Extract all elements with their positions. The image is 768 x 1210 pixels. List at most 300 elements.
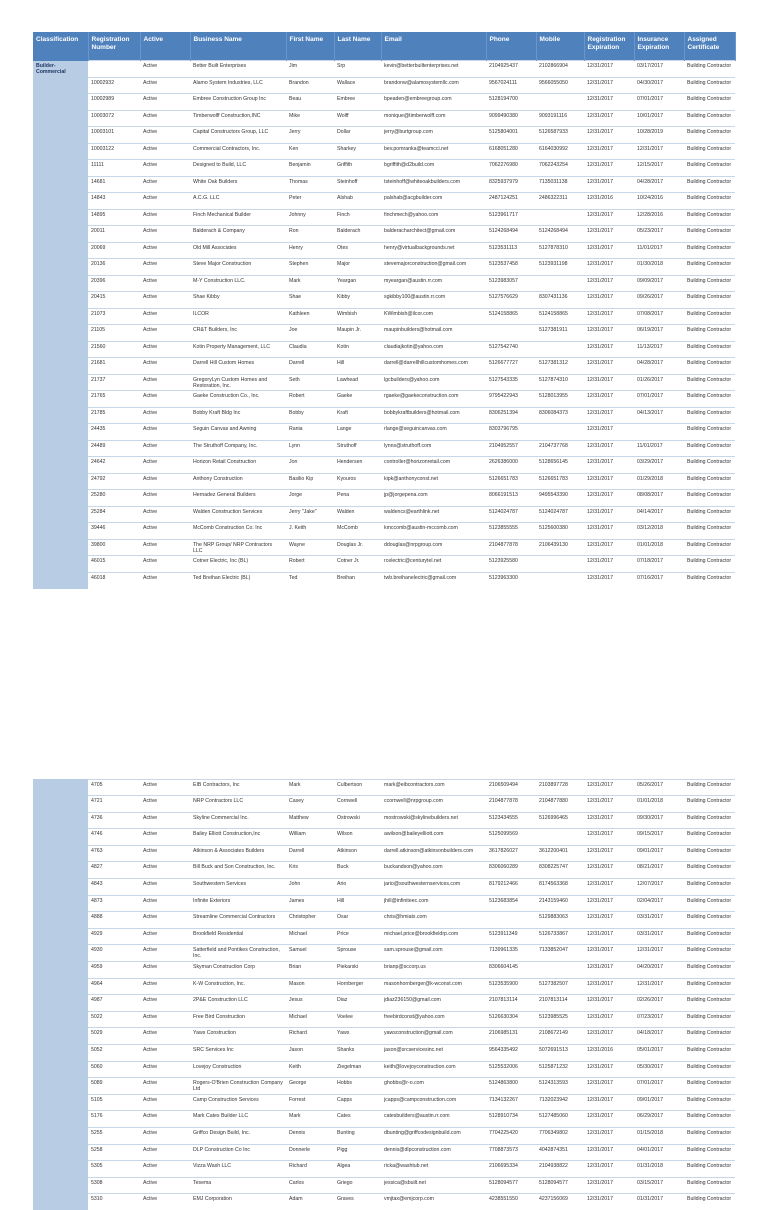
- table-cell: Building Contractor: [684, 539, 735, 556]
- table-cell: lgcbuilders@yahoo.com: [381, 374, 486, 391]
- table-cell: 12/31/2017: [584, 127, 634, 144]
- table-cell: 12/31/2017: [584, 995, 634, 1012]
- table-cell: Building Contractor: [684, 1028, 735, 1045]
- table-cell: 6168051280: [486, 143, 536, 160]
- table-cell: 12/31/2017: [584, 1161, 634, 1178]
- table-cell: 25280: [88, 490, 140, 507]
- table-cell: 03/29/2017: [634, 457, 684, 474]
- table-cell: 9495543390: [536, 490, 584, 507]
- table-cell: Atkinson & Associates Builders: [190, 845, 286, 862]
- table-cell: 8174563368: [536, 879, 584, 896]
- table-row: [33, 995, 735, 1012]
- table-cell: 07/16/2017: [634, 572, 684, 589]
- table-cell: 7708873573: [486, 1144, 536, 1161]
- table-cell: buckandson@yahoo.com: [381, 862, 486, 879]
- table-cell: 11111: [88, 160, 140, 177]
- column-header: Assigned Certificate: [684, 32, 735, 61]
- table-cell: 12/31/2017: [584, 1028, 634, 1045]
- table-cell: twb.breihanelectric@gmail.com: [381, 572, 486, 589]
- table-cell: Active: [140, 77, 190, 94]
- table-row: [33, 77, 735, 94]
- table-cell: ccornwell@nrpgroup.com: [381, 796, 486, 813]
- table-cell: 5128094577: [536, 1177, 584, 1194]
- table-cell: Douglas Jr.: [334, 539, 381, 556]
- table-cell: 4763: [88, 845, 140, 862]
- table-cell: Bill Buck and Son Construction, Inc.: [190, 862, 286, 879]
- table-cell: Building Contractor: [684, 928, 735, 945]
- table-cell: Active: [140, 1161, 190, 1178]
- table-cell: kevin@betterbuiltenterprises.net: [381, 61, 486, 78]
- table-cell: 03/12/2018: [634, 523, 684, 540]
- table-cell: 8308225747: [536, 862, 584, 879]
- table-cell: 5123925580: [486, 556, 536, 573]
- table-cell: Srp: [334, 61, 381, 78]
- table-cell: Building Contractor: [684, 506, 735, 523]
- table-cell: Brandon: [286, 77, 334, 94]
- table-cell: 08/08/2017: [634, 490, 684, 507]
- table-cell: Mark Cates Builder LLC: [190, 1111, 286, 1128]
- table-cell: 5127874310: [536, 374, 584, 391]
- table-cell: 01/01/2018: [634, 796, 684, 813]
- table-cell: Mason: [286, 978, 334, 995]
- table-cell: 12/31/2017: [584, 1078, 634, 1095]
- table-cell: Building Contractor: [684, 879, 735, 896]
- table-cell: 4238551550: [486, 1194, 536, 1210]
- table-cell: 09/01/2017: [634, 845, 684, 862]
- table-row: [33, 143, 735, 160]
- table-cell: 5124268494: [536, 226, 584, 243]
- table-cell: 21785: [88, 407, 140, 424]
- table-cell: Building Contractor: [684, 160, 735, 177]
- table-cell: 5125600380: [536, 523, 584, 540]
- table-cell: Dennis: [286, 1127, 334, 1144]
- table-cell: 8307431136: [536, 292, 584, 309]
- table-row: [33, 193, 735, 210]
- table-row: [33, 424, 735, 441]
- table-cell: K-W Construction, Inc.: [190, 978, 286, 995]
- table-cell: 5123531113: [486, 242, 536, 259]
- table-cell: 01/15/2018: [634, 1127, 684, 1144]
- table-cell: 04/28/2017: [634, 176, 684, 193]
- table-cell: 08/21/2017: [634, 862, 684, 879]
- table-cell: John: [286, 879, 334, 896]
- page-gap: [33, 589, 735, 779]
- table-cell: Building Contractor: [684, 61, 735, 78]
- table-cell: Algea: [334, 1161, 381, 1178]
- table-cell: [536, 209, 584, 226]
- table-cell: 03/17/2017: [634, 61, 684, 78]
- table-cell: Shae: [286, 292, 334, 309]
- table-cell: 5127576629: [486, 292, 536, 309]
- table-cell: Building Contractor: [684, 779, 735, 796]
- table-row: [33, 572, 735, 589]
- table-cell: Ostrowski: [334, 812, 381, 829]
- table-cell: 09/26/2017: [634, 292, 684, 309]
- table-cell: 12/31/2017: [584, 1094, 634, 1111]
- table-cell: 2626386000: [486, 457, 536, 474]
- table-cell: 12/31/2017: [584, 490, 634, 507]
- column-header: Phone: [486, 32, 536, 61]
- table-cell: darrell.atkinson@atkinsonbuilders.com: [381, 845, 486, 862]
- table-row: [33, 962, 735, 979]
- table-cell: 20069: [88, 242, 140, 259]
- table-cell: Hornberger: [334, 978, 381, 995]
- table-cell: Jim: [286, 61, 334, 78]
- table-row: [33, 127, 735, 144]
- table-cell: 3617826027: [486, 845, 536, 862]
- table-cell: 5123963300: [486, 572, 536, 589]
- table-cell: Pena: [334, 490, 381, 507]
- table-cell: 12/31/2017: [584, 556, 634, 573]
- table-cell: 5060: [88, 1061, 140, 1078]
- block-1-body: [33, 61, 735, 589]
- table-cell: 2107813114: [486, 995, 536, 1012]
- table-cell: Alshab: [334, 193, 381, 210]
- table-cell: 5123683854: [486, 895, 536, 912]
- table-cell: CR&T Builders, Inc: [190, 325, 286, 342]
- table-cell: Voelee: [334, 1011, 381, 1028]
- table-cell: 5310: [88, 1194, 140, 1210]
- table-cell: Gaeke: [334, 391, 381, 408]
- table-row: [33, 912, 735, 929]
- table-row: [33, 110, 735, 127]
- table-cell: 4964: [88, 978, 140, 995]
- table-cell: Satterfield and Pontikes Construction, Inc.: [190, 945, 286, 962]
- table-cell: Wallace: [334, 77, 381, 94]
- table-cell: Active: [140, 1011, 190, 1028]
- table-cell: bev.pomranka@teamcci.net: [381, 143, 486, 160]
- table-cell: 5123961717: [486, 209, 536, 226]
- table-cell: 07/01/2017: [634, 94, 684, 111]
- table-cell: kipk@anthonyconst.net: [381, 473, 486, 490]
- table-cell: 24792: [88, 473, 140, 490]
- table-cell: finchmech@yahoo.com: [381, 209, 486, 226]
- table-cell: Active: [140, 193, 190, 210]
- table-cell: 9566055050: [536, 77, 584, 94]
- table-cell: 2104877878: [486, 539, 536, 556]
- table-cell: 12/31/2017: [584, 259, 634, 276]
- table-cell: Basilio Kip: [286, 473, 334, 490]
- table-cell: Timberwolff Construction,INC: [190, 110, 286, 127]
- table-cell: 12/31/2017: [584, 424, 634, 441]
- table-cell: 2487124251: [486, 193, 536, 210]
- table-cell: 07/23/2017: [634, 1011, 684, 1028]
- table-cell: Richard: [286, 1028, 334, 1045]
- table-cell: 5123535900: [486, 978, 536, 995]
- table-cell: A.C.G. LLC: [190, 193, 286, 210]
- table-row: [33, 1028, 735, 1045]
- table-cell: Active: [140, 127, 190, 144]
- table-cell: 8306084373: [536, 407, 584, 424]
- table-cell: 10/28/2019: [634, 127, 684, 144]
- table-cell: 09/01/2017: [634, 1094, 684, 1111]
- table-cell: Kibby: [334, 292, 381, 309]
- table-cell: rlange@seguincanvas.com: [381, 424, 486, 441]
- table-cell: Building Contractor: [684, 209, 735, 226]
- table-cell: 5127878310: [536, 242, 584, 259]
- table-cell: [536, 94, 584, 111]
- table-cell: Building Contractor: [684, 193, 735, 210]
- table-cell: Adam: [286, 1194, 334, 1210]
- table-row: [33, 978, 735, 995]
- table-cell: 5124863800: [486, 1078, 536, 1095]
- table-cell: Benjamin: [286, 160, 334, 177]
- table-cell: Active: [140, 1144, 190, 1161]
- table-cell: Dollar: [334, 127, 381, 144]
- table-cell: Building Contractor: [684, 94, 735, 111]
- table-cell: 6164030992: [536, 143, 584, 160]
- table-cell: Building Contractor: [684, 1094, 735, 1111]
- table-cell: Casey: [286, 796, 334, 813]
- table-cell: 5128194700: [486, 94, 536, 111]
- table-row: [33, 440, 735, 457]
- table-row: [33, 1094, 735, 1111]
- table-cell: Building Contractor: [684, 1011, 735, 1028]
- table-cell: mark@eibcontractors.com: [381, 779, 486, 796]
- table-cell: Active: [140, 1194, 190, 1210]
- table-cell: Griffith: [334, 160, 381, 177]
- table-cell: Rogers-O'Brien Construction Company Ltd: [190, 1078, 286, 1095]
- table-cell: George: [286, 1078, 334, 1095]
- table-cell: Jon: [286, 457, 334, 474]
- table-cell: masonhornberger@k-wconst.com: [381, 978, 486, 995]
- table-row: [33, 490, 735, 507]
- table-cell: Building Contractor: [684, 341, 735, 358]
- table-cell: 39800: [88, 539, 140, 556]
- table-cell: Brian: [286, 962, 334, 979]
- table-cell: Yaws Construction: [190, 1028, 286, 1045]
- table-row: [33, 242, 735, 259]
- table-cell: Matthew: [286, 812, 334, 829]
- table-cell: 12/31/2017: [584, 473, 634, 490]
- table-cell: ricka@washtub.net: [381, 1161, 486, 1178]
- table-cell: Darrell: [286, 358, 334, 375]
- table-cell: Kraft: [334, 407, 381, 424]
- table-cell: freebirdconst@yahoo.com: [381, 1011, 486, 1028]
- table-cell: 2143159460: [536, 895, 584, 912]
- table-cell: Building Contractor: [684, 358, 735, 375]
- table-cell: Building Contractor: [684, 1144, 735, 1161]
- table-cell: 12/31/2017: [584, 308, 634, 325]
- table-cell: jp@jorgepena.com: [381, 490, 486, 507]
- table-cell: Jesus: [286, 995, 334, 1012]
- table-cell: 5123985525: [536, 1011, 584, 1028]
- table-cell: 8303796795: [486, 424, 536, 441]
- table-cell: 2486322311: [536, 193, 584, 210]
- table-cell: 12/15/2017: [634, 160, 684, 177]
- table-cell: Mike: [286, 110, 334, 127]
- table-cell: Active: [140, 226, 190, 243]
- table-cell: Active: [140, 796, 190, 813]
- table-cell: Ken: [286, 143, 334, 160]
- table-cell: 7139961335: [486, 945, 536, 962]
- table-cell: Active: [140, 176, 190, 193]
- table-cell: 5124024787: [486, 506, 536, 523]
- table-cell: 12/31/2017: [584, 572, 634, 589]
- table-cell: Finch Mechanical Builder: [190, 209, 286, 226]
- table-cell: 12/31/2017: [634, 143, 684, 160]
- table-cell: Cotner Jr.: [334, 556, 381, 573]
- table-cell: Active: [140, 275, 190, 292]
- table-cell: 5127381911: [536, 325, 584, 342]
- table-cell: 12/31/2017: [584, 160, 634, 177]
- table-cell: Lange: [334, 424, 381, 441]
- table-cell: Active: [140, 259, 190, 276]
- table-cell: 5126651783: [486, 473, 536, 490]
- column-header: Mobile: [536, 32, 584, 61]
- table-cell: 12/07/2017: [634, 879, 684, 896]
- table-cell: [486, 325, 536, 342]
- table-cell: Active: [140, 391, 190, 408]
- table-cell: 01/26/2017: [634, 374, 684, 391]
- table-cell: 2104938822: [536, 1161, 584, 1178]
- table-cell: 5127543335: [486, 374, 536, 391]
- column-header: Active: [140, 32, 190, 61]
- table-cell: 7704225420: [486, 1127, 536, 1144]
- table-cell: 12/31/2017: [584, 1177, 634, 1194]
- table-cell: Piekarski: [334, 962, 381, 979]
- table-cell: 12/31/2016: [584, 193, 634, 210]
- table-cell: 12/31/2017: [584, 110, 634, 127]
- table-row: [33, 61, 735, 78]
- table-cell: Hernadez General Builders: [190, 490, 286, 507]
- table-row: [33, 275, 735, 292]
- table-cell: brianp@sccorp.us: [381, 962, 486, 979]
- table-cell: 4705: [88, 779, 140, 796]
- table-cell: 5128094577: [486, 1177, 536, 1194]
- table-cell: 5126587933: [536, 127, 584, 144]
- table-cell: 10002932: [88, 77, 140, 94]
- table-cell: 5052: [88, 1045, 140, 1062]
- table-cell: The NRP Group/ NRP Contractors LLC: [190, 539, 286, 556]
- table-cell: Breihan: [334, 572, 381, 589]
- table-cell: 12/31/2017: [584, 523, 634, 540]
- table-cell: 5126996465: [536, 812, 584, 829]
- table-cell: 12/31/2017: [584, 226, 634, 243]
- table-cell: McComb Construction Co. Inc: [190, 523, 286, 540]
- table-cell: McComb: [334, 523, 381, 540]
- table-row: [33, 1144, 735, 1161]
- table-cell: Active: [140, 440, 190, 457]
- table-cell: 4746: [88, 829, 140, 846]
- table-cell: jessica@sbuilt.net: [381, 1177, 486, 1194]
- table-row: [33, 945, 735, 962]
- table-cell: 04/20/2017: [634, 962, 684, 979]
- table-cell: Active: [140, 1177, 190, 1194]
- column-header: Registration Expiration: [584, 32, 634, 61]
- table-cell: 12/31/2017: [584, 1144, 634, 1161]
- table-cell: 4721: [88, 796, 140, 813]
- table-cell: rcelectric@centurytel.net: [381, 556, 486, 573]
- table-cell: keith@lovejoyconstruction.com: [381, 1061, 486, 1078]
- table-cell: 24435: [88, 424, 140, 441]
- table-row: [33, 862, 735, 879]
- table-cell: Building Contractor: [684, 292, 735, 309]
- table-cell: 12/31/2017: [584, 862, 634, 879]
- table-cell: Sprouse: [334, 945, 381, 962]
- table-cell: Brookfield Residential: [190, 928, 286, 945]
- table-cell: Kotin Property Management, LLC: [190, 341, 286, 358]
- table-cell: 3612200401: [536, 845, 584, 862]
- table-cell: 10003101: [88, 127, 140, 144]
- table-cell: Wayne: [286, 539, 334, 556]
- table-cell: Peter: [286, 193, 334, 210]
- table-cell: 25284: [88, 506, 140, 523]
- table-cell: maupinbuilders@hotmail.com: [381, 325, 486, 342]
- table-cell: Active: [140, 341, 190, 358]
- table-cell: Darrell Hill Custom Homes: [190, 358, 286, 375]
- table-cell: 04/18/2017: [634, 1028, 684, 1045]
- table-cell: Lovejoy Construction: [190, 1061, 286, 1078]
- table-cell: kmccomb@austin-mccomb.com: [381, 523, 486, 540]
- table-cell: Active: [140, 1045, 190, 1062]
- table-cell: Active: [140, 812, 190, 829]
- table-cell: Building Contractor: [684, 845, 735, 862]
- table-cell: Kris: [286, 862, 334, 879]
- table-cell: 5176: [88, 1111, 140, 1128]
- table-cell: Active: [140, 912, 190, 929]
- table-cell: Ziegelman: [334, 1061, 381, 1078]
- table-cell: 2P&E Construction LLC: [190, 995, 286, 1012]
- header-row: [33, 32, 735, 61]
- table-cell: Steve Major Construction: [190, 259, 286, 276]
- table-cell: [536, 962, 584, 979]
- table-cell: EMJ Corporation: [190, 1194, 286, 1210]
- table-cell: 2102866904: [536, 61, 584, 78]
- classification-cell: Builder- Commercial: [33, 61, 88, 589]
- table-cell: 05/30/2017: [634, 1061, 684, 1078]
- table-cell: 4843: [88, 879, 140, 896]
- table-row: [33, 779, 735, 796]
- table-cell: 5123911349: [486, 928, 536, 945]
- table-row: [33, 829, 735, 846]
- table-cell: Capps: [334, 1094, 381, 1111]
- table-cell: 01/29/2018: [634, 473, 684, 490]
- table-cell: Building Contractor: [684, 995, 735, 1012]
- table-cell: Active: [140, 457, 190, 474]
- table-cell: Otes: [334, 242, 381, 259]
- table-cell: 12/31/2017: [584, 879, 634, 896]
- table-cell: 14895: [88, 209, 140, 226]
- table-cell: 03/31/2017: [634, 928, 684, 945]
- table-cell: 8306060289: [486, 862, 536, 879]
- table-cell: 4930: [88, 945, 140, 962]
- table-cell: Active: [140, 945, 190, 962]
- table-cell: 10002989: [88, 94, 140, 111]
- table-row: [33, 94, 735, 111]
- table-cell: Building Contractor: [684, 407, 735, 424]
- table-cell: 2104877878: [486, 796, 536, 813]
- table-cell: 8325937979: [486, 176, 536, 193]
- table-cell: 2106439130: [536, 539, 584, 556]
- table-cell: 5124313593: [536, 1078, 584, 1095]
- table-cell: Cornwell: [334, 796, 381, 813]
- table-row: [33, 407, 735, 424]
- table-row: [33, 928, 735, 945]
- table-cell: Gaeke Construction Co., Inc.: [190, 391, 286, 408]
- table-cell: 46018: [88, 572, 140, 589]
- table-row: [33, 1011, 735, 1028]
- table-cell: 5029: [88, 1028, 140, 1045]
- table-cell: 2107813114: [536, 995, 584, 1012]
- table-cell: Bobby: [286, 407, 334, 424]
- table-cell: Building Contractor: [684, 308, 735, 325]
- table-cell: Robert: [286, 556, 334, 573]
- table-cell: ILCOR: [190, 308, 286, 325]
- classification-cell: [33, 779, 88, 1210]
- table-cell: Free Bird Construction: [190, 1011, 286, 1028]
- table-cell: Seth: [286, 374, 334, 391]
